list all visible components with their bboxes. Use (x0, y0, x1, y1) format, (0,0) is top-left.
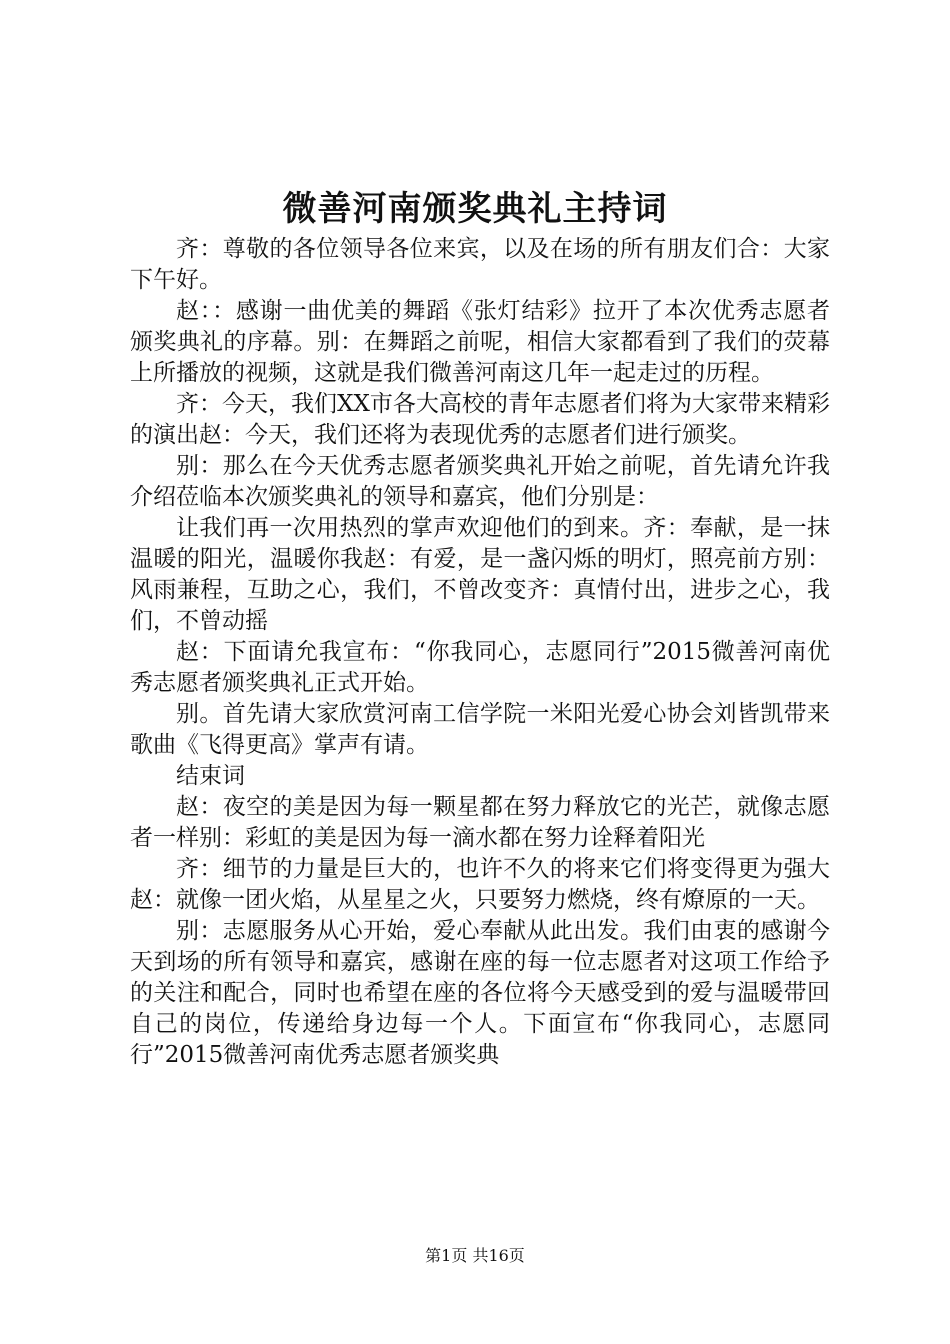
paragraph: 赵：：感谢一曲优美的舞蹈《张灯结彩》拉开了本次优秀志愿者颁奖典礼的序幕。别：在舞蹈之前呢，相信大家都看到了我们的荧幕上所播放的视频，这就是我们微善河南这几年一起走过的历程。 (130, 298, 830, 386)
paragraph: 让我们再一次用热烈的掌声欢迎他们的到来。齐：奉献，是一抹温暖的阳光，温暖你我赵：有爱，是一盏闪烁的明灯，照亮前方别：风雨兼程，互助之心，我们，不曾改变齐：真情付出，进步之心，我们，不曾动摇 (130, 515, 830, 634)
paragraph: 齐：细节的力量是巨大的，也许不久的将来它们将变得更为强大赵：就像一团火焰，从星星之火，只要努力燃烧，终有燎原的一天。 (130, 856, 830, 913)
page-number-footer: 第1页 共16页 (425, 1246, 525, 1265)
paragraph: 齐：今天，我们XX市各大高校的青年志愿者们将为大家带来精彩的演出赵：今天，我们还将为表现优秀的志愿者们进行颁奖。 (130, 391, 830, 448)
paragraph: 别：志愿服务从心开始，爱心奉献从此出发。我们由衷的感谢今天到场的所有领导和嘉宾，感谢在座的每一位志愿者对这项工作给予的关注和配合，同时也希望在座的各位将今天感受到的爱与温暖带回自己的岗位，传递给身边每一个人。下面宣布“你我同心，志愿同行”2015微善河南优秀志愿者颁奖典 (130, 918, 830, 1068)
paragraph: 赵：下面请允我宣布：“你我同心，志愿同行”2015微善河南优秀志愿者颁奖典礼正式开始。 (130, 639, 830, 696)
document-title: 微善河南颁奖典礼主持词 (282, 189, 668, 229)
paragraph: 别。首先请大家欣赏河南工信学院一米阳光爱心协会刘皆凯带来歌曲《飞得更高》掌声有请。 (130, 701, 830, 758)
paragraph: 齐：尊敬的各位领导各位来宾，以及在场的所有朋友们合：大家下午好。 (130, 236, 830, 293)
document-body (130, 234, 830, 1071)
paragraph: 赵：夜空的美是因为每一颗星都在努力释放它的光芒，就像志愿者一样别：彩虹的美是因为每一滴水都在努力诠释着阳光 (130, 794, 830, 851)
section-heading: 结束词 (176, 763, 245, 789)
paragraph: 别：那么在今天优秀志愿者颁奖典礼开始之前呢，首先请允许我介绍莅临本次颁奖典礼的领导和嘉宾，他们分别是： (130, 453, 830, 510)
